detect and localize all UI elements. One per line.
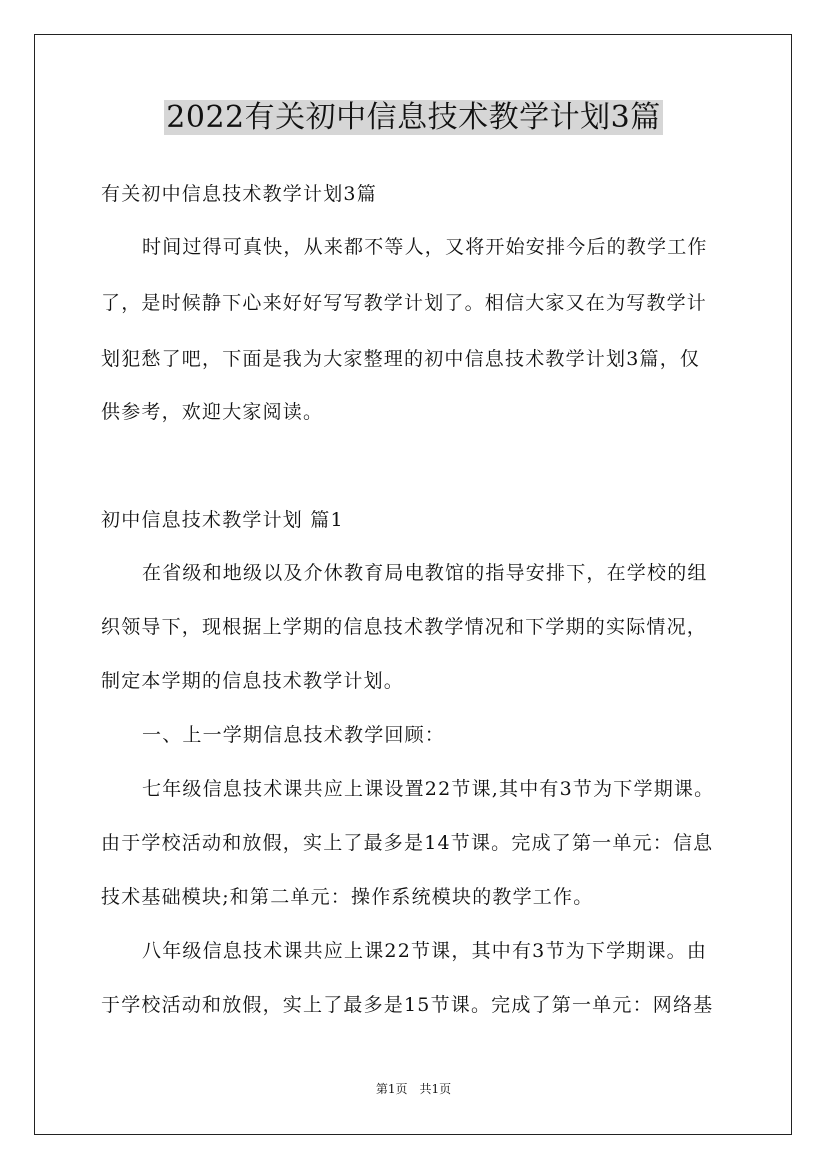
paragraph-line: 七年级信息技术课共应上课设置22节课,其中有3节为下学期课。	[142, 778, 715, 800]
document-title	[0, 96, 827, 140]
paragraph-line: 八年级信息技术课共应上课22节课，其中有3节为下学期课。由	[142, 940, 708, 962]
paragraph-line: 技术基础模块;和第二单元：操作系统模块的教学工作。	[101, 886, 594, 908]
paragraph-line: 织领导下，现根据上学期的信息技术教学情况和下学期的实际情况，	[101, 616, 708, 638]
document-title-text: 2022有关初中信息技术教学计划3篇	[166, 100, 661, 135]
section-heading: 初中信息技术教学计划 篇1	[101, 509, 344, 531]
paragraph-line: 由于学校活动和放假，实上了最多是14节课。完成了第一单元：信息	[101, 832, 714, 854]
paragraph-line: 制定本学期的信息技术教学计划。	[101, 670, 405, 692]
subtitle-line: 有关初中信息技术教学计划3篇	[101, 183, 377, 205]
paragraph-line: 在省级和地级以及介休教育局电教馆的指导安排下，在学校的组	[142, 562, 708, 584]
paragraph-line: 时间过得可真快，从来都不等人，又将开始安排今后的教学工作	[142, 236, 708, 258]
paragraph-line: 供参考，欢迎大家阅读。	[101, 401, 324, 423]
page-footer: 第1页 共1页	[375, 1082, 452, 1096]
paragraph-line: 一、上一学期信息技术教学回顾：	[142, 724, 446, 746]
paragraph-line: 了，是时候静下心来好好写写教学计划了。相信大家又在为写教学计	[101, 292, 708, 314]
paragraph-line: 于学校活动和放假，实上了最多是15节课。完成了第一单元：网络基	[101, 994, 714, 1016]
paragraph-line: 划犯愁了吧，下面是我为大家整理的初中信息技术教学计划3篇，仅	[101, 348, 701, 370]
